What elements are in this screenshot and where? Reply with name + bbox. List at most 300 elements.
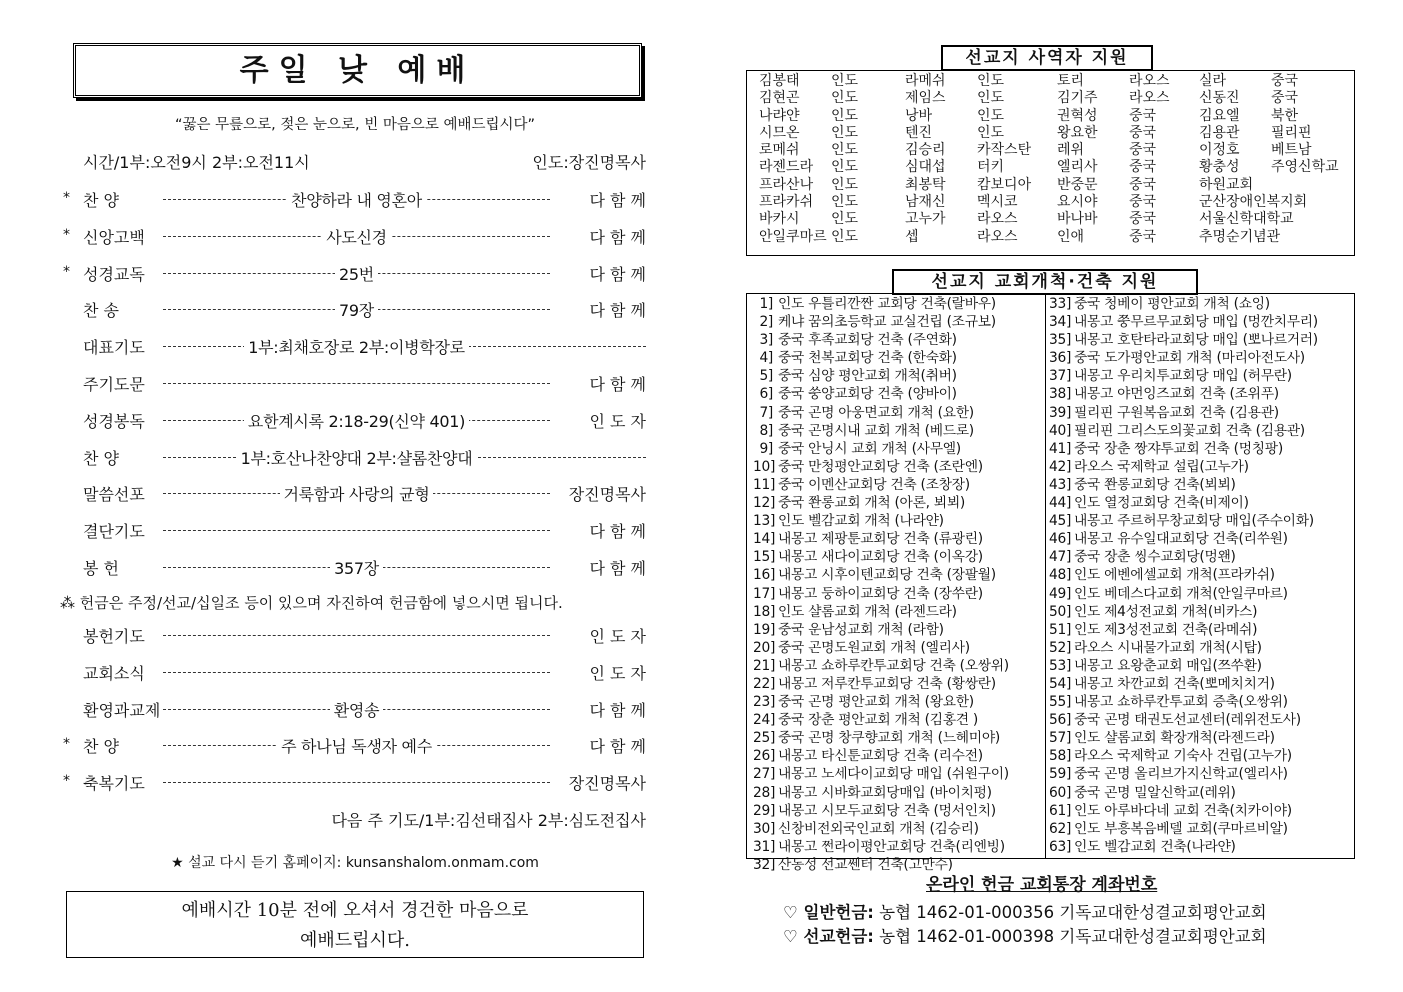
- missionary-country: 카작스탄: [977, 142, 1032, 159]
- missionary-entry: [1199, 194, 1339, 211]
- missionary-name: 낭바: [905, 107, 933, 124]
- order-content-text: 79장: [335, 301, 378, 320]
- church-text: 산동성 선교쎈터 건축(고만수): [778, 856, 953, 873]
- church-entry: [1049, 548, 1349, 566]
- general-offering-account: [783, 899, 1267, 923]
- church-entry: [1049, 313, 1349, 331]
- missionary-country: 인도: [831, 142, 859, 159]
- order-content-text: 25번: [335, 265, 378, 284]
- order-person: 인 도 자: [589, 411, 646, 431]
- order-content-text: 사도신경: [322, 228, 391, 247]
- church-entry: [753, 422, 1053, 440]
- church-entry: [753, 367, 1053, 385]
- church-text: 내몽고 우리치투교회당 매입 (허무란): [1074, 368, 1292, 385]
- order-label: 말씀선포: [83, 485, 145, 505]
- church-number: 37]: [1049, 368, 1072, 385]
- order-person: 인 도 자: [589, 663, 646, 683]
- church-text: 케냐 꿈의초등학교 교실건립 (조규보): [778, 314, 996, 331]
- church-box: [746, 293, 1355, 873]
- church-text: 중국 도가평안교회 개척 (마리아전도사): [1074, 350, 1305, 367]
- missionary-country: 북한: [1271, 107, 1299, 124]
- order-person: 인 도 자: [589, 627, 646, 646]
- church-text: 인도 아루바다네 교회 건축(치카이야): [1074, 802, 1292, 819]
- order-label: 신앙고백: [83, 227, 145, 247]
- church-entry: [1049, 838, 1349, 856]
- church-entry: [1049, 639, 1349, 657]
- dash-leader: [163, 782, 550, 783]
- missionary-country: 라오스: [977, 211, 1018, 228]
- church-number: 29]: [753, 802, 776, 819]
- church-number: 40]: [1049, 422, 1072, 439]
- order-person: 다 함 께: [589, 522, 646, 542]
- missionary-entry: [905, 177, 1031, 194]
- church-number: 7]: [759, 404, 773, 421]
- church-number: 30]: [753, 820, 776, 837]
- church-number: 23]: [753, 694, 776, 711]
- church-number: 32]: [753, 856, 776, 873]
- church-text: 내몽고 쩐라이평안교회당 건축(리엔빙): [778, 838, 1005, 855]
- church-number: 36]: [1049, 350, 1072, 367]
- missionary-entry: [1057, 108, 1170, 125]
- order-person: 다 함 께: [589, 375, 646, 394]
- order-content: [163, 556, 550, 579]
- church-entry: [1049, 476, 1349, 494]
- church-text: 내몽고 쭝무르무교회당 매입 (멍깐치무리): [1074, 314, 1318, 331]
- church-text: 인도 부흥복음베델 교회(쿠마르비알): [1074, 820, 1288, 837]
- missionary-name: 셉: [905, 228, 919, 245]
- church-number: 53]: [1049, 657, 1072, 674]
- church-text: 인도 샬롬교회 확장개척(라젠드라): [1074, 730, 1275, 747]
- church-entry: [1049, 729, 1349, 747]
- order-content-text: 거룩함과 사랑의 균형: [280, 485, 434, 504]
- missionary-country: 라오스: [1129, 73, 1170, 89]
- missionary-entry: [759, 73, 858, 90]
- missionary-entry: [905, 90, 1031, 107]
- order-label: 찬 양: [83, 191, 119, 210]
- church-text: 내몽고 시후이텐교회당 건축 (장팔월): [778, 567, 996, 584]
- church-text: 중국 장춘 짱쟈투교회 건축 (멍칭팡): [1074, 440, 1283, 457]
- order-content: [163, 335, 550, 358]
- missionary-country: 중국: [1129, 176, 1157, 193]
- missionary-entry: [1199, 108, 1339, 125]
- church-entry: [1049, 440, 1349, 458]
- missionary-col: [1057, 73, 1170, 246]
- missionary-entry: [905, 108, 1031, 125]
- order-person: 다 함 께: [589, 737, 646, 757]
- church-number: 17]: [753, 585, 776, 602]
- missionary-country: 인도: [831, 107, 859, 124]
- church-number: 10]: [753, 458, 776, 475]
- church-text: 필리핀 그리스도의꽃교회 건축 (김용관): [1074, 422, 1305, 439]
- missionary-country: 인도: [831, 124, 859, 141]
- general-offering-label: ♡ 일반헌금:: [783, 903, 874, 922]
- church-entry: [1049, 422, 1349, 440]
- church-number: 8]: [759, 422, 773, 439]
- missionary-entry: [759, 90, 858, 107]
- missionary-name: 바나바: [1057, 211, 1098, 228]
- missionary-name: 최봉탁: [905, 176, 946, 193]
- church-entry: [753, 729, 1053, 747]
- missionary-name: 김현곤: [759, 90, 800, 107]
- order-content-text: 환영송: [330, 701, 383, 720]
- church-number: 3]: [759, 332, 773, 349]
- church-number: 22]: [753, 675, 776, 692]
- missionary-name: 반중문: [1057, 176, 1098, 193]
- missionary-entry: [1057, 211, 1170, 228]
- dash-leader: [163, 530, 550, 531]
- church-number: 61]: [1049, 802, 1072, 819]
- church-entry: [1049, 784, 1349, 802]
- missionary-entry: [1199, 211, 1339, 228]
- church-entry: [753, 621, 1053, 639]
- order-person: 다 함 께: [589, 700, 646, 720]
- church-number: 47]: [1049, 549, 1072, 566]
- order-content-text: 357장: [330, 559, 383, 578]
- church-text: 라오스 국제학교 설립(고누가): [1074, 458, 1249, 475]
- missionary-country: 인도: [831, 159, 859, 176]
- church-text: 내몽고 둥하이교회당 건축 (장쑤란): [778, 585, 983, 602]
- church-number: 39]: [1049, 404, 1072, 421]
- missionary-name: 요시야: [1057, 194, 1098, 211]
- church-entry: [1049, 349, 1349, 367]
- church-number: 24]: [753, 712, 776, 729]
- church-text: 중국 곤명 올리브가지신학교(엘리사): [1074, 766, 1288, 783]
- church-entry: [753, 458, 1053, 476]
- order-label: 주기도문: [83, 375, 145, 394]
- missionary-name: 김봉태: [759, 73, 800, 89]
- church-number: 41]: [1049, 440, 1072, 457]
- worship-title: 주일 낮 예배: [239, 53, 476, 88]
- order-label: 교회소식: [83, 663, 145, 683]
- church-text: 내몽고 쇼하루칸투교회 증축(오쌍위): [1074, 694, 1288, 711]
- order-item: [60, 698, 650, 728]
- order-item: [60, 482, 650, 512]
- missionary-entry: [905, 211, 1031, 228]
- church-entry: [1049, 765, 1349, 783]
- missionary-country: 인도: [831, 90, 859, 107]
- church-number: 60]: [1049, 784, 1072, 801]
- missionary-entry: [1057, 177, 1170, 194]
- missionary-country: 중국: [1129, 211, 1157, 228]
- missionary-entry: [1057, 125, 1170, 142]
- missionary-country: 인도: [831, 73, 859, 89]
- church-entry: [753, 784, 1053, 802]
- order-label: 찬 양: [83, 737, 119, 757]
- church-entry: [1049, 367, 1349, 385]
- church-number: 49]: [1049, 585, 1072, 602]
- church-number: 28]: [753, 784, 776, 801]
- order-label: 축복기도: [83, 774, 145, 794]
- missionary-entry: [1199, 177, 1339, 194]
- order-label: 대표기도: [83, 338, 145, 358]
- order-content-text: 찬양하라 내 영혼아: [287, 191, 426, 210]
- church-number: 21]: [753, 657, 776, 674]
- church-entry: [753, 440, 1053, 458]
- church-text: 중국 안닝시 교회 개척 (사무엘): [778, 440, 961, 457]
- order-item: [60, 446, 650, 476]
- church-entry: [753, 404, 1053, 422]
- required-star: *: [63, 226, 70, 243]
- missionary-country: 인도: [831, 176, 859, 193]
- church-number: 46]: [1049, 531, 1072, 548]
- missionary-entry: [1057, 73, 1170, 90]
- church-text: 중국 곤명시내 교회 개척 (베드로): [778, 422, 974, 439]
- order-item: [60, 624, 650, 654]
- church-entry: [1049, 566, 1349, 584]
- church-number: 45]: [1049, 513, 1072, 530]
- missionary-name: 김기주: [1057, 90, 1098, 107]
- church-number: 6]: [759, 386, 773, 403]
- church-text: 내몽고 호탄타라교회당 매입 (뽀나르거러): [1074, 332, 1318, 349]
- church-text: 인도 에벤에셀교회 개척(프라카쉬): [1074, 567, 1275, 584]
- missionary-name: 이정호: [1199, 142, 1240, 159]
- church-text: 인도 벨감교회 개척 (나라얀): [778, 513, 944, 530]
- missionary-entry: [1199, 159, 1339, 176]
- church-number: 20]: [753, 639, 776, 656]
- dash-leader: [163, 383, 550, 384]
- missionary-name: 권혁성: [1057, 107, 1098, 124]
- church-entry: [753, 331, 1053, 349]
- missionary-col: [759, 73, 858, 246]
- church-number: 33]: [1049, 296, 1072, 312]
- order-item: [60, 409, 650, 439]
- order-label: 찬 양: [83, 448, 119, 468]
- missionary-name: 엘리사: [1057, 159, 1098, 176]
- church-number: 50]: [1049, 603, 1072, 620]
- missionary-name: 프라산나: [759, 176, 814, 193]
- church-col-left: [753, 295, 1053, 874]
- church-entry: [1049, 802, 1349, 820]
- order-content: [163, 482, 550, 505]
- church-number: 59]: [1049, 766, 1072, 783]
- worship-time: 시간/1부:오전9시 2부:오전11시: [83, 153, 310, 172]
- church-number: 52]: [1049, 639, 1072, 656]
- missionary-country: 중국: [1129, 194, 1157, 211]
- church-text: 내몽고 저루칸투교회당 건축 (황쌍란): [778, 675, 996, 692]
- dash-leader: [163, 635, 550, 636]
- order-person: 장진명목사: [568, 485, 646, 505]
- order-person: 장진명목사: [568, 774, 646, 794]
- missionary-country: 캄보디아: [977, 176, 1032, 193]
- church-number: 14]: [753, 531, 776, 548]
- church-entry: [1049, 458, 1349, 476]
- church-number: 31]: [753, 838, 776, 855]
- missionary-entry: [1199, 90, 1339, 107]
- order-label: 성경교독: [83, 264, 145, 284]
- church-entry: [753, 639, 1053, 657]
- notice-line-2: 예배드립시다.: [299, 930, 411, 951]
- church-text: 내몽고 야먼잉즈교회 건축 (조위푸): [1074, 386, 1279, 403]
- church-number: 55]: [1049, 694, 1072, 711]
- church-text: 중국 장춘 씽수교회당(멍왠): [1074, 549, 1236, 566]
- church-number: 43]: [1049, 476, 1072, 493]
- missionary-name: 바카시: [759, 211, 800, 228]
- church-text: 중국 심양 평안교회 개척(취버): [778, 368, 957, 385]
- missionary-name: 고누가: [905, 211, 946, 228]
- church-entry: [1049, 331, 1349, 349]
- missionary-country: 인도: [831, 211, 859, 228]
- notice-line-1: 예배시간 10분 전에 오셔서 경건한 마음으로: [181, 900, 529, 921]
- church-entry: [1049, 404, 1349, 422]
- church-entry: [753, 711, 1053, 729]
- missionary-country: 주영신학교: [1271, 159, 1339, 176]
- missionary-country: 중국: [1129, 124, 1157, 141]
- church-entry: [1049, 711, 1349, 729]
- offering-note: ⁂ 헌금은 주정/선교/십일조 등이 있으며 자진하여 헌금함에 넣으시면 됩니다.: [60, 594, 563, 612]
- church-number: 54]: [1049, 675, 1072, 692]
- order-content: [163, 409, 550, 432]
- church-entry: [1049, 657, 1349, 675]
- church-text: 내몽고 타신툰교회당 건축 (리수전): [778, 748, 983, 765]
- order-item: [60, 661, 650, 691]
- missionary-name: 신동진: [1199, 90, 1240, 107]
- missionary-name: 왕요한: [1057, 124, 1098, 141]
- church-number: 15]: [753, 549, 776, 566]
- order-label: 성경봉독: [83, 411, 145, 431]
- missionary-country: 중국: [1129, 159, 1157, 176]
- church-text: 인도 벨감교회 건축(나라얀): [1074, 838, 1236, 855]
- church-text: 인도 열정교회당 건축(비제이): [1074, 495, 1249, 512]
- church-entry: [753, 820, 1053, 838]
- church-number: 35]: [1049, 332, 1072, 349]
- church-text: 중국 쫜롱교회당 건축(뵈뵈): [1074, 476, 1236, 493]
- church-entry: [1049, 747, 1349, 765]
- church-number: 19]: [753, 621, 776, 638]
- missionary-name: 심대섭: [905, 159, 946, 176]
- sermon-link: ★ 설교 다시 듣기 홈페이지: kunsanshalom.onmam.com: [171, 855, 539, 871]
- missionary-entry: [1057, 229, 1170, 246]
- order-content: [163, 446, 550, 469]
- missionary-country: 터키: [977, 159, 1005, 176]
- missionary-country: 중국: [1129, 228, 1157, 245]
- missionary-country: 중국: [1129, 142, 1157, 159]
- missionary-entry: [905, 142, 1031, 159]
- missionary-name: 텐진: [905, 124, 933, 141]
- church-entry: [753, 585, 1053, 603]
- account-title: 온라인 헌금 교회통장 계좌번호: [926, 875, 1158, 895]
- missionary-name: 김요엘: [1199, 107, 1240, 124]
- church-entry: [753, 476, 1053, 494]
- church-title: 선교지 교회개척·건축 지원: [892, 269, 1198, 295]
- church-text: 중국 장춘 평안교회 개척 (김홍견 ): [778, 712, 978, 729]
- missionary-entry: [1199, 125, 1339, 142]
- column-divider: [1045, 294, 1046, 858]
- church-text: 중국 쑹양교회당 건축 (양바이): [778, 386, 957, 403]
- missionary-col: [905, 73, 1031, 246]
- missionary-name: 하원교회: [1199, 176, 1254, 193]
- missionary-entry: [1199, 229, 1339, 246]
- notice-box: [66, 891, 644, 958]
- church-text: 내몽고 시바화교회당매입 (바이치펑): [778, 784, 992, 801]
- missionary-name: 토리: [1057, 73, 1085, 89]
- church-text: 중국 곤명 평안교회 개척 (왕요한): [778, 694, 974, 711]
- missionary-name: 라메쉬: [905, 73, 946, 89]
- missionary-country: 라오스: [1129, 90, 1170, 107]
- church-text: 중국 이멘산교회당 건축 (조창장): [778, 476, 970, 493]
- church-number: 44]: [1049, 495, 1072, 512]
- church-number: 4]: [759, 350, 773, 367]
- church-number: 16]: [753, 567, 776, 584]
- church-text: 중국 곤명 아웅면교회 개척 (요한): [778, 404, 974, 421]
- church-entry: [753, 802, 1053, 820]
- church-entry: [1049, 530, 1349, 548]
- church-number: 26]: [753, 748, 776, 765]
- missionary-entry: [759, 194, 858, 211]
- church-number: 42]: [1049, 458, 1072, 475]
- mission-offering-account: [783, 923, 1267, 947]
- church-text: 중국 곤명 밀알신학교(레위): [1074, 784, 1236, 801]
- missionary-entry: [1057, 90, 1170, 107]
- missionary-country: 인도: [977, 90, 1005, 107]
- missionary-entry: [905, 125, 1031, 142]
- missionary-name: 김용관: [1199, 124, 1240, 141]
- church-number: 13]: [753, 513, 776, 530]
- missionary-country: 라오스: [977, 228, 1018, 245]
- church-text: 내몽고 노세다이교회당 매입 (쉬원구이): [778, 766, 1009, 783]
- church-text: 필리핀 구원복음교회 건축 (김용관): [1074, 404, 1279, 421]
- missionary-entry: [905, 229, 1031, 246]
- dash-leader: [163, 672, 550, 673]
- church-entry: [753, 295, 1053, 313]
- church-number: 5]: [759, 368, 773, 385]
- order-person: 다 함 께: [589, 264, 646, 284]
- order-content: [163, 225, 550, 248]
- required-star: *: [63, 736, 70, 753]
- church-entry: [1049, 585, 1349, 603]
- church-entry: [753, 530, 1053, 548]
- required-star: *: [63, 773, 70, 790]
- order-content: [163, 298, 550, 321]
- church-entry: [753, 385, 1053, 403]
- church-entry: [1049, 693, 1349, 711]
- missionary-name: 레위: [1057, 142, 1085, 159]
- missionary-title: 선교지 사역자 지원: [941, 45, 1153, 71]
- church-entry: [753, 313, 1053, 331]
- church-entry: [753, 603, 1053, 621]
- missionary-country: 멕시코: [977, 194, 1018, 211]
- order-item: [60, 519, 650, 549]
- church-number: 58]: [1049, 748, 1072, 765]
- order-label: 환영과교제: [83, 700, 161, 720]
- missionary-country: 중국: [1271, 73, 1299, 89]
- order-item: [60, 556, 650, 586]
- missionary-entry: [1057, 142, 1170, 159]
- church-col-right: [1049, 295, 1349, 856]
- missionary-country: 인도: [977, 73, 1005, 89]
- church-text: 중국 쫜롱교회 개척 (아론, 뵈뵈): [778, 495, 965, 512]
- order-item: [60, 372, 650, 402]
- missionary-entry: [759, 108, 858, 125]
- church-text: 내몽고 쇼하루칸투교회당 건축 (오쌍위): [778, 657, 1009, 674]
- order-person: 다 함 께: [589, 191, 646, 210]
- church-text: 중국 천복교회당 건축 (한숙화): [778, 350, 957, 367]
- order-item: [60, 771, 650, 801]
- church-text: 인도 제3성전교회 건축(라메쉬): [1074, 621, 1258, 638]
- church-number: 9]: [759, 440, 773, 457]
- missionary-name: 나랴얀: [759, 107, 800, 124]
- church-entry: [753, 548, 1053, 566]
- worship-title-box: [73, 43, 642, 98]
- church-text: 내몽고 요왕춘교회 매입(쯔쑤환): [1074, 657, 1262, 674]
- church-text: 중국 곤명 태권도선교센터(레위전도사): [1074, 712, 1301, 729]
- mission-offering-label: ♡ 선교헌금:: [783, 927, 874, 946]
- church-entry: [1049, 603, 1349, 621]
- church-entry: [753, 765, 1053, 783]
- missionary-country: 인도: [977, 107, 1005, 124]
- order-content: [163, 188, 550, 211]
- missionary-name: 실라: [1199, 73, 1227, 89]
- missionary-country: 인도: [831, 228, 859, 245]
